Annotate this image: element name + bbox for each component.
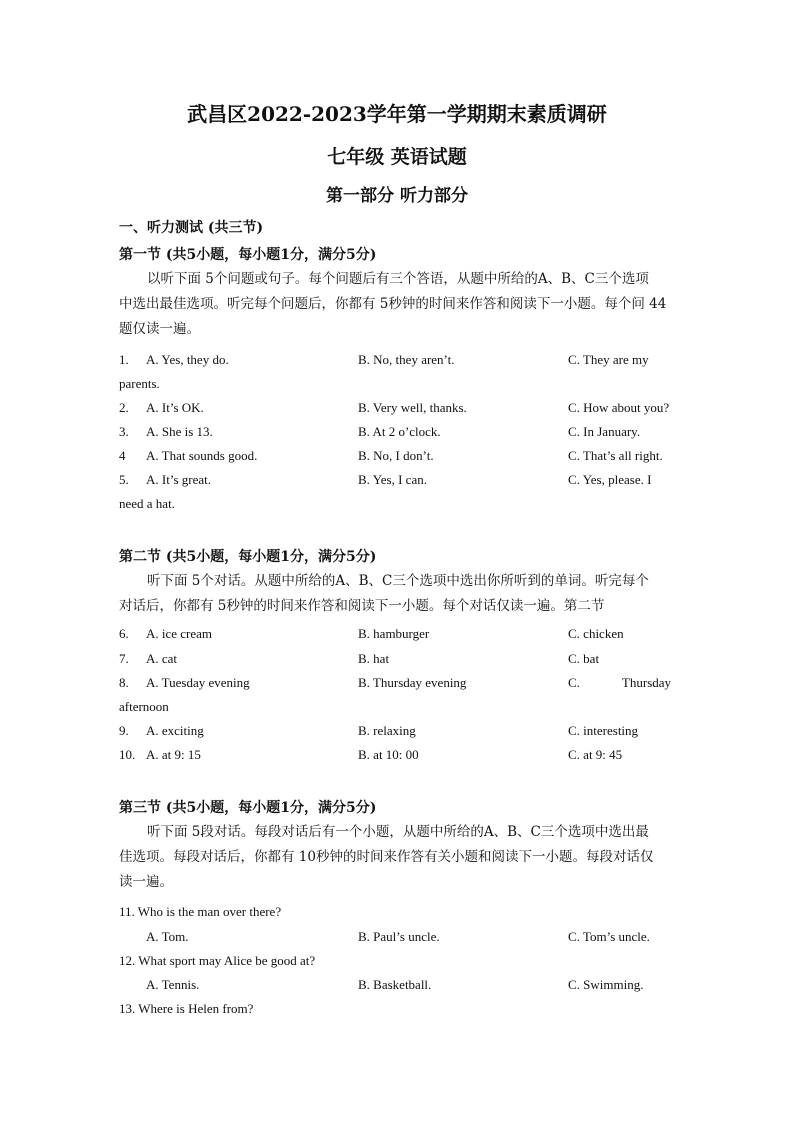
option-b: B. at 10: 00 xyxy=(358,747,419,762)
option-b: B. No, they aren’t. xyxy=(358,352,455,367)
option-c: C. Yes, please. I xyxy=(568,472,652,487)
option-c: C. bat xyxy=(568,651,600,666)
part-title: 第一部分 听力部分 xyxy=(326,186,468,206)
option-c: C. at 9: 45 xyxy=(568,747,623,762)
option-a: A. Tennis. xyxy=(146,977,200,992)
option-a: A. at 9: 15 xyxy=(146,747,201,762)
question-number: 6. xyxy=(119,626,129,641)
section3-heading: 第三节 (共5小题，每小题1分，满分5分) xyxy=(119,800,377,816)
option-b: B. Thursday evening xyxy=(358,675,467,690)
option-b: B. Very well, thanks. xyxy=(358,400,467,415)
question-number: 7. xyxy=(119,651,129,666)
option-a: A. It’s great. xyxy=(146,472,211,487)
option-b: B. hat xyxy=(358,651,390,666)
exam-subtitle: 七年级 英语试题 xyxy=(327,146,467,168)
instruction-line: 听下面 5个对话。从题中所给的A、B、C三个选项中选出你所听到的单词。听完每个 xyxy=(147,573,649,589)
option-c: C. Tom’s uncle. xyxy=(568,929,650,944)
instruction-line: 听下面 5段对话。每段对话后有一个小题，从题中所给的A、B、C三个选项中选出最 xyxy=(147,824,649,840)
option-a: A. ice cream xyxy=(146,626,213,641)
question-text: 13. Where is Helen from? xyxy=(119,1001,254,1016)
option-a: A. She is 13. xyxy=(146,424,213,439)
question-number: 10. xyxy=(119,747,136,762)
section-main-heading: 一、听力测试 (共三节) xyxy=(119,220,264,236)
option-a: A. Tuesday evening xyxy=(146,675,250,690)
option-c: C. In January. xyxy=(568,424,641,439)
option-a: A. That sounds good. xyxy=(146,448,258,463)
option-c: C. Thursday xyxy=(568,675,672,690)
question-text: 11. Who is the man over there? xyxy=(119,904,282,919)
question-number: 5. xyxy=(119,472,129,487)
option-b: B. Paul’s uncle. xyxy=(358,929,440,944)
question-number: 8. xyxy=(119,675,129,690)
section1-heading: 第一节 (共5小题，每小题1分，满分5分) xyxy=(119,247,377,263)
question-number: 3. xyxy=(119,424,129,439)
section3-instructions xyxy=(119,820,679,895)
option-c: C. interesting xyxy=(568,723,639,738)
option-c: C. That’s all right. xyxy=(568,448,663,463)
option-c: C. How about you? xyxy=(568,400,670,415)
option-b: B. At 2 o’clock. xyxy=(358,424,441,439)
section2-instructions xyxy=(119,569,679,619)
option-b: B. Yes, I can. xyxy=(358,472,427,487)
instruction-line: 题仅读一遍。 xyxy=(119,321,200,337)
option-a: A. Yes, they do. xyxy=(146,352,229,367)
option-a: A. exciting xyxy=(146,723,204,738)
option-c: C. chicken xyxy=(568,626,624,641)
option-b: B. hamburger xyxy=(358,626,430,641)
question-number: 2. xyxy=(119,400,129,415)
question-number: 4 xyxy=(119,448,126,463)
instruction-line: 读一遍。 xyxy=(119,874,173,890)
option-a: A. Tom. xyxy=(146,929,189,944)
instruction-line: 对话后，你都有 5秒钟的时间来作答和阅读下一小题。每个对话仅读一遍。第二节 xyxy=(119,598,605,614)
option-b: B. relaxing xyxy=(358,723,416,738)
option-c-continued: need a hat. xyxy=(119,496,175,511)
question-text: 12. What sport may Alice be good at? xyxy=(119,953,316,968)
instruction-line: 以听下面 5个问题或句子。每个问题后有三个答语，从题中所给的A、B、C三个选项 xyxy=(147,271,649,287)
section1-instructions xyxy=(119,267,679,342)
section2-heading: 第二节 (共5小题，每小题1分，满分5分) xyxy=(119,549,377,565)
option-c: C. Swimming. xyxy=(568,977,644,992)
option-b: B. Basketball. xyxy=(358,977,432,992)
option-a: A. cat xyxy=(146,651,178,666)
question-number: 9. xyxy=(119,723,129,738)
instruction-line: 中选出最佳选项。听完每个问题后，你都有 5秒钟的时间来作答和阅读下一小题。每个问 44 xyxy=(119,296,667,312)
exam-title: 武昌区2022-2023学年第一学期期末素质调研 xyxy=(187,102,607,126)
instruction-line: 佳选项。每段对话后，你都有 10秒钟的时间来作答有关小题和阅读下一小题。每段对话仅 xyxy=(119,849,654,865)
option-c: C. They are my xyxy=(568,352,649,367)
option-a: A. It’s OK. xyxy=(146,400,204,415)
option-c-continued: parents. xyxy=(119,376,160,391)
question-number: 1. xyxy=(119,352,129,367)
option-c-continued: afternoon xyxy=(119,699,169,714)
option-b: B. No, I don’t. xyxy=(358,448,434,463)
